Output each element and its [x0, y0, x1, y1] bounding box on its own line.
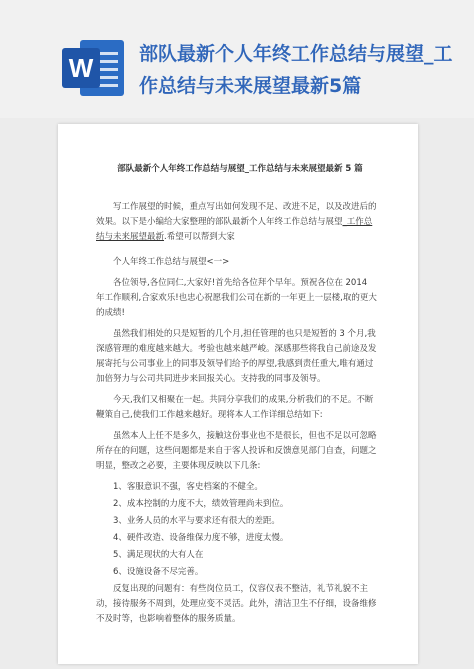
document-body: [96, 200, 378, 633]
list-item: 2、成本控制的力度不大，绩效管理尚未到位。: [113, 499, 289, 509]
paragraph: 今天,我们又相聚在一起。共同分享我们的成果,分析我们的不足。不断鞭策自己,使我们工作越来越好。现将本人工作详细总结如下:: [96, 395, 374, 420]
intro-text: 写工作展望的时候，重点写出如何发现不足、改进不足，以及改进后的效果。以下是小编给大家整理的部队最新个人年终工作总结与展望: [96, 202, 377, 227]
list-item: 6、设施设备不尽完善。: [113, 567, 204, 577]
word-document-icon: [62, 40, 124, 96]
document-heading: 部队最新个人年终工作总结与展望_工作总结与未来展望最新 5 篇: [117, 164, 363, 174]
section-title: 个人年终工作总结与展望<一>: [113, 257, 230, 267]
document-page: [58, 124, 418, 664]
closing-paragraph: 反复出现的问题有：有些岗位员工，仪容仪表不整洁，礼节礼貌不主动，接待服务不周到，处理应变不灵活。此外，清洁卫生不仔细，设备维修不及时等，也影响着整体的服务质量。: [96, 584, 377, 624]
list-item: 4、硬件改造、设备维保力度不够，进度太慢。: [113, 533, 289, 543]
intro-text-end: .希望可以帮到大家: [164, 232, 235, 242]
page-title: 部队最新个人年终工作总结与展望_工作总结与未来展望最新5篇: [139, 43, 453, 97]
paragraph: 虽然本人上任不是多久，接触这份事业也不是很长，但也不足以可忽略所存在的问题，这些问题都是来自于客人投诉和反馈意见部门自查，问题之明显，整改之必要，主要体现反映以下几条:: [96, 431, 377, 471]
paragraph: 虽然我们相处的只是短暂的几个月,担任管理的也只是短暂的 3 个月,我深感管理的难度越来越大。考验也越来越严峻。深感那些将我自己前途及发展寄托与公司事业上的同事及领导们给予的厚望,我感到责任重大,唯有通过加倍努力与公司共同进步来回报关心。支持我的同事及领导。: [96, 329, 377, 384]
intro-paragraph: [96, 200, 378, 245]
list-item: 1、客服意识不强，客史档案的不健全。: [113, 482, 263, 492]
issue-list: [96, 480, 378, 580]
list-item: 5、满足现状的大有人在: [113, 550, 204, 560]
paragraph: 各位领导,各位同仁,大家好!首先给各位拜个早年。预祝各位在 2014 年工作顺利,合家欢乐!也忠心祝愿我们公司在新的一年更上一层楼,取的更大的成绩!: [96, 278, 377, 318]
word-logo-letter: W: [62, 48, 100, 88]
header-banner: [0, 0, 474, 118]
list-item: 3、业务人员的水平与要求还有很大的差距。: [113, 516, 280, 526]
intro-link[interactable]: _工作总结与未来展望最新: [96, 217, 373, 242]
